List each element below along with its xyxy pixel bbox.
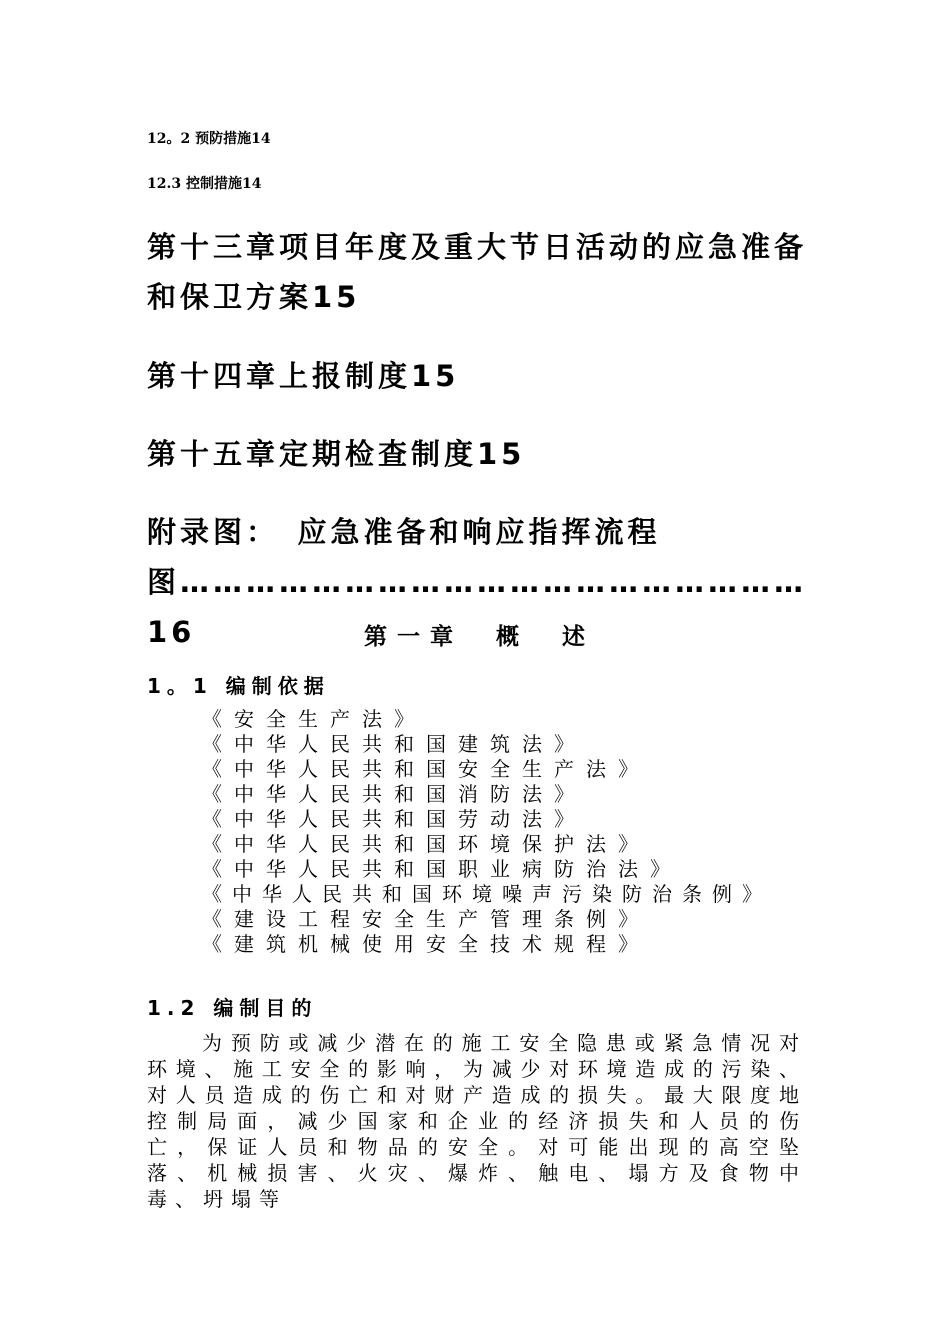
section-1-2-heading: 1.2 编制目的 (147, 996, 318, 1020)
law-item: 《中华人民共和国劳动法》 (202, 807, 586, 831)
law-item: 《中华人民共和国环境噪声污染防治条例》 (202, 882, 772, 906)
law-list (147, 707, 807, 957)
toc-item-12-2: 12。2 预防措施14 (147, 131, 271, 147)
law-item: 《中华人民共和国环境保护法》 (202, 832, 650, 856)
law-item: 《安全生产法》 (202, 707, 426, 731)
chapter-1-title: 第一章 概 述 (364, 624, 595, 650)
law-item: 《中华人民共和国职业病防治法》 (202, 857, 682, 881)
toc-appendix: 附录图： 应急准备和响应指挥流程图…………………………………………………16 (147, 515, 808, 649)
toc-chapter-13: 第十三章项目年度及重大节日活动的应急准备和保卫方案15 (147, 230, 808, 314)
toc-item-12-3: 12.3 控制措施14 (147, 176, 262, 192)
toc-chapter-14: 第十四章上报制度15 (147, 359, 460, 393)
section-1-1-heading: 1。1 编制依据 (147, 674, 330, 698)
toc-chapter-15: 第十五章定期检查制度15 (147, 437, 526, 471)
law-item: 《中华人民共和国建筑法》 (202, 732, 586, 756)
law-item: 《中华人民共和国安全生产法》 (202, 757, 650, 781)
purpose-paragraph: 为预防或减少潜在的施工安全隐患或紧急情况对环境、施工安全的影响，为减少对环境造成的污染、对人员造成的伤亡和对财产造成的损失。最大限度地控制局面，减少国家和企业的经济损失和人员的伤亡，保证人员和物品的安全。对可能出现的高空坠落、机械损害、火灾、爆炸、触电、塌方及食物中毒、坍塌等 (147, 1031, 807, 1211)
law-item: 《建设工程安全生产管理条例》 (202, 907, 650, 931)
law-item: 《中华人民共和国消防法》 (202, 782, 586, 806)
law-item: 《建筑机械使用安全技术规程》 (202, 932, 650, 956)
